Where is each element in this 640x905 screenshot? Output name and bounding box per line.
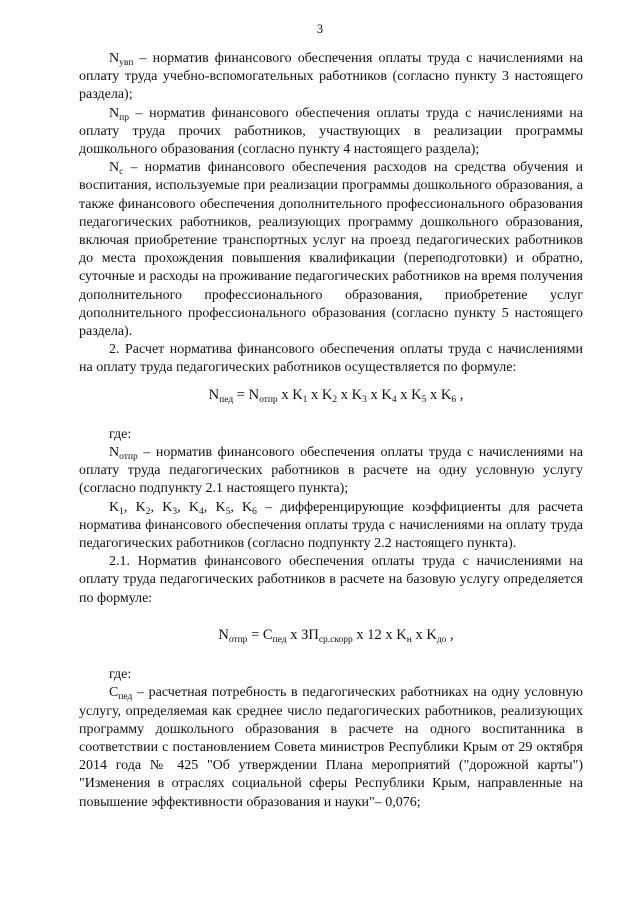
page-number: 3 (316, 22, 324, 36)
formula-nped: $N_{пед} = N_{отпр}$ х $K_1$ х $K_2$ х $K_3$ х $K_4$ х $K_5$ х $K_6$ , (208, 386, 464, 405)
definition-notpr: $N_{отпр}$ – норматив финансового обеспечения оплаты труда с начислениями на оплату труда педагогических работников в расчете на одну условную услугу (согласно подпункту 2.1 настоящего пункта); (79, 445, 584, 497)
definition-npr: $N_{пр}$ – норматив финансового обеспечения оплаты труда с начислениями на оплату труда прочих работников, участвующих в реализации программы дошкольного образования (согласно пункту 4 настоящего раздела); (79, 105, 584, 158)
where-label-2: где: (109, 667, 132, 683)
document-body (79, 50, 583, 812)
definition-nc: $N_с$ – норматив финансового обеспечения расходов на средства обучения и воспитания, используемые при реализации программы дошкольного образования, а также финансового обеспечения дополнительного профессионального образования педагогических работников, реализующих программу дошкольного образования, включая приобретение транспортных услуг на проезд педагогических работников до места прохождения повышения квалификации (переподготовки) и обратно, суточные и расходы на проживание педагогических работников на время получения дополнительного профессионального образования, приобретение услуг дополнительного профессионального образования (согласно пункту 5 настоящего раздела). (79, 160, 583, 340)
definition-k: $K_1$, $K_2$, $K_3$, $K_4$, $K_5$, $K_6$ – дифференцирующие коэффициенты для расчета норматива финансового обеспечения оплаты труда с начислениями на оплату труда педагогических работников (согласно подпункту 2.2 настоящего пункта). (79, 499, 583, 552)
paragraph-2-1: 2.1. Норматив финансового обеспечения оплаты труда с начислениями на оплату труда педагогических работников в расчете на базовую услугу определяется по формуле: (79, 554, 583, 606)
definition-sped: $C_{пед}$ – расчетная потребность в педагогических работниках на одну условную услугу, определяемая как среднее число педагогических работников, реализующих программу дошкольного образования в расчете на одного воспитанника в соответствии с постановлением Совета министров Республики Крым от 29 октября 2014 года № 425 "Об утверждении Плана мероприятий ("дорожной карты") "Изменения в отраслях социальной сферы Республики Крым, направленные на повышение эффективности образования и науки"– 0,076; (79, 685, 584, 810)
formula-notpr: $N_{отпр} = C_{пед}$ х $ЗП_{ср.скорр}$ х 12 х $K_н$ х $K_{до}$ , (218, 626, 454, 645)
definition-nuvp: $N_{увп}$ – норматив финансового обеспечения оплаты труда с начислениями на оплату труда учебно-вспомогательных работников (согласно пункту 3 настоящего раздела); (79, 51, 584, 103)
where-label-1: где: (109, 426, 132, 442)
paragraph-2: 2. Расчет норматива финансового обеспечения оплаты труда с начислениями на оплату труда педагогических работников осуществляется по формуле: (79, 342, 583, 376)
